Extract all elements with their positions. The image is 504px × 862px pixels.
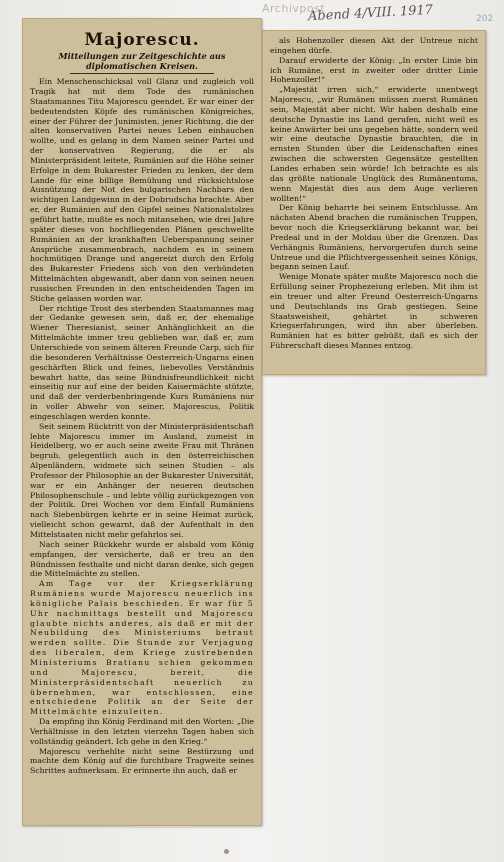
- paragraph: Der König beharrte bei seinem Entschlusse. Am nächsten Abend brachen die rumänischen Truppen, bevor noch die Kriegserklärung bekannt war, bei Predeal und in der Moldau über die Grenzen. Das Verhängnis Rumäniens, hervorgerufen durch seine Untreue und die Pflichtvergessenheit seines Königs, begann seinen Lauf.: [270, 203, 478, 272]
- title-divider: [70, 73, 214, 74]
- left-column-text: [30, 24, 254, 820]
- paragraph: Da empfing ihn König Ferdinand mit den Worten: „Die Verhältnisse in den letzten vierzehn Tagen haben sich vollständig geändert. Ich gehe in den Krieg.“: [30, 717, 254, 746]
- paragraph: Nach seiner Rückkehr wurde er alsbald vom König empfangen, der versicherte, daß er treu an den Bündnissen festhalte und nicht daran denke, sich gegen die Mittelmächte zu stellen.: [30, 539, 254, 579]
- page-number: 202: [476, 14, 494, 24]
- paragraph: als Hohenzoller diesen Akt der Untreue nicht eingehen dürfe.: [270, 36, 478, 55]
- paragraph-spaced: Am Tage vor der Kriegserklärung Rumäniens wurde Majorescu neuerlich ins königliche Palais beschieden. Er war für 5 Uhr nachmittags bestellt und Majorescu glaubte nichts anderes, als daß er mit der Neubildung des Ministeriums betraut werden sollte. Die Stunde zur Verjagung des liberalen, dem Kriege zustrebenden Ministeriums Bratianu schien gekommen und Majorescu, bereit, die Ministerpräsidentschaft neuerlich zu übernehmen, war entschlossen, eine entschiedene Politik an der Seite der Mittelmächte einzuleiten.: [30, 579, 254, 717]
- punch-hole: [224, 849, 229, 854]
- article-title: Majorescu.: [84, 30, 200, 50]
- clipping-left-column: [22, 18, 262, 826]
- paragraph: Wenige Monate später mußte Majorescu noch die Erfüllung seiner Prophezeiung erleben. Mit ihm ist ein treuer und alter Freund Oesterreich-Ungarns und Deutschlands ins Grab gestiegen. Seine Staatsweisheit, gehärtet in schweren Kriegserfahrungen, wird ihn aber überleben. Rumänien hat es bitter gebüßt, daß es sich der Führerschaft dieses Mannes entzog.: [270, 272, 478, 351]
- paragraph: Der richtige Trost des sterbenden Staatsmannes mag der Gedanke gewesen sein, daß er, der ehemalige Wiener Theresianist, seiner Anhänglichkeit an die Mittelmächte immer treu geblieben war, daß er, zum Unterschiede von seinem älteren Freunde Carp, sich für die besonderen Verhältnisse Oesterreich-Ungarns einen geschärften Blick und feines, liebevolles Verständnis bewahrt hatte, das seine Bündnisfreundlichkeit nicht einseitig nur auf eine der beiden Kaisermächte stützte, und daß der verderbenbringende Kurs Rumäniens nur in voller Abwehr von seiner, Majorescus, Politik eingeschlagen werden konnte.: [30, 303, 254, 421]
- archive-stamp: Archivpost: [262, 2, 326, 15]
- paragraph: „Majestät irren sich,“ erwiderte unentwegt Majorescu, „wir Rumänen müssen zuerst Rumänen sein, Majestät aber nicht. Wir haben deshalb eine deutsche Dynastie ins Land gerufen, nicht weil es keine Anwärter bei uns gegeben hätte, sondern weil wir eine deutsche Dynastie brauchten, die in ernsten Stunden über die Leidenschaften eines zwischen die schwersten Gegensätze gestellten Landes erhaben sein würde! Ich betrachte es als das größte nationale Unglück des Rumänentums, wenn Majestät dies aus dem Auge verlieren wollten!“: [270, 85, 478, 203]
- handwritten-date: Abend 4/VIII. 1917: [307, 2, 434, 25]
- paragraph: Majorescu verhehlte nicht seine Bestürzung und machte dem König auf die furchtbare Tragweite seines Schrittes aufmerksam. Er erinnerte ihn auch, daß er: [30, 746, 254, 776]
- paragraph: Seit seinem Rücktritt von der Ministerpräsidentschaft lebte Majorescu immer im Ausland, zumeist in Heidelberg, wo er auch seine zweite Frau mit Thränen begrub, gelegentlich auch in den österreichischen Alpenländern, widmete sich seinen Studien – als Professor der Philosophie an der Bukarester Universität, war er ein Anhänger der neueren deutschen Philosophenschule – und lebte völlig zurückgezogen von der Politik. Drei Wochen vor dem Einfall Rumäniens nach Siebenbürgen kehrte er in seine Heimat zurück, vielleicht schon gewarnt, daß der Aufenthalt in den Mittelstaaten nicht mehr gefahrlos sei.: [30, 421, 254, 539]
- paragraph: Ein Menschenschicksal voll Glanz und zugleich voll Tragik hat mit dem Tode des rumänischen Staatsmannes Titu Majorescu geendet. Er war einer der bedeutendsten Köpfe des rumänischen Königreiches, einer der Führer der Junimisten, jener Richtung, die der alten konservativen Partei neues Leben einhauchen wollte, und es gelang in dem Namen seiner Partei und der konservativen Regierung, die er als Ministerpräsident leitete, Rumänien auf die Höhe seiner Erfolge in dem Bukarester Frieden zu lenken, der dem Lande für eine billige Bemühung und rücksichtslose Ausnützung der Not des bulgarischen Nachbars den wichtigen Landgewinn in der Dobrudscha brachte. Aber er, der Rumänien auf den Gipfel seines Nationalstolzes geführt hatte, mußte es noch mitansehen, wie drei Jahre später dieses von hochfliegenden Plänen geschwellte Rumänien an der krankhaften Ueberspannung seiner Ansprüche zusammenbrach, nachdem es in seinem hochmütigen Drange und angereizt durch den Erfolg des Bukarester Friedens sich von den verbündeten Mittelmächten abgewandt, aber dann von seinen neuen russischen Freunden in den entscheidenden Tagen im Stiche gelassen worden war.: [30, 77, 254, 303]
- paragraph: Darauf erwiderte der König: „In erster Linie bin ich Rumäne, erst in zweiter oder dritter Linie Hohenzoller!“: [270, 55, 478, 85]
- paper-fold-mark: [133, 826, 193, 828]
- right-column-text: [270, 36, 478, 369]
- clipping-right-column: [262, 30, 486, 375]
- article-subtitle: Mitteilungen zur Zeitgeschichte aus diplomatischen Kreisen.: [58, 51, 226, 71]
